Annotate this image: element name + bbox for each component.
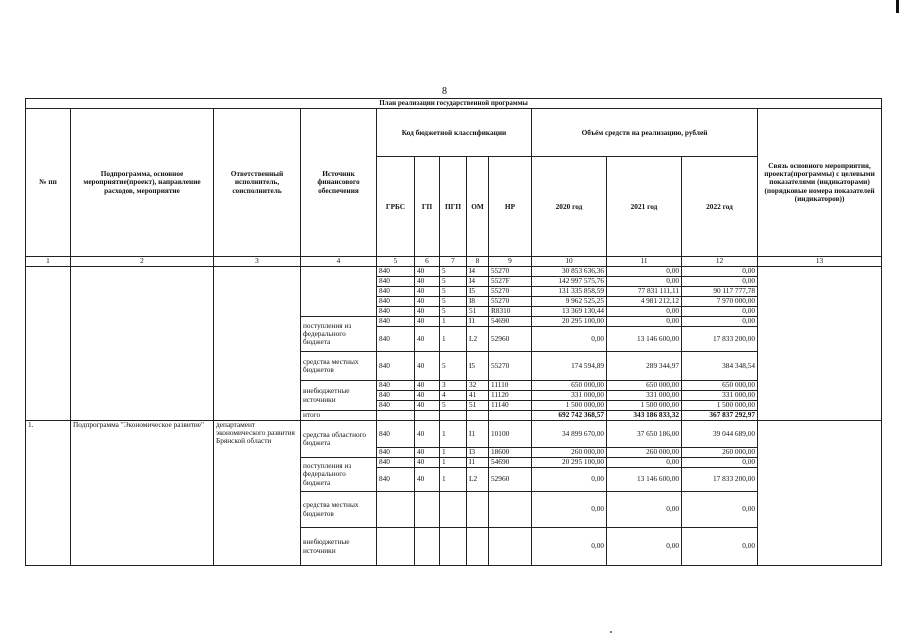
source-cell: поступления из федерального бюджета: [301, 317, 377, 352]
ir-cell: 11110: [489, 381, 532, 391]
value-2022: 260 000,00: [682, 448, 758, 458]
om-cell: I3: [467, 448, 489, 458]
link-cell: [758, 421, 882, 566]
om-cell: I1: [467, 458, 489, 468]
column-number: 11: [607, 257, 682, 267]
pgp-cell: 1: [440, 327, 467, 352]
gp-cell: 40: [415, 458, 440, 468]
om-cell: [467, 492, 489, 528]
header-executor: Ответственный исполнитель, соисполнитель: [214, 109, 301, 257]
ir-cell: 55270: [489, 352, 532, 381]
pgp-cell: 1: [440, 421, 467, 448]
pgp-cell: 1: [440, 448, 467, 458]
name-cell: [71, 267, 214, 421]
value-2020: 331 000,00: [532, 391, 607, 401]
pgp-cell: 5: [440, 401, 467, 411]
source-cell: поступления из федерального бюджета: [301, 458, 377, 492]
column-number: 4: [301, 257, 377, 267]
grbs-cell: 840: [377, 287, 415, 297]
om-cell: [467, 528, 489, 566]
pgp-cell: 5: [440, 297, 467, 307]
om-cell: L2: [467, 468, 489, 492]
ir-cell: R8310: [489, 307, 532, 317]
grbs-cell: 840: [377, 391, 415, 401]
grbs-cell: 840: [377, 267, 415, 277]
gp-cell: 40: [415, 317, 440, 327]
value-2020: 0,00: [532, 468, 607, 492]
scan-dot: [610, 631, 612, 633]
header-grbs: ГРБС: [377, 157, 415, 257]
value-2022: 0,00: [682, 267, 758, 277]
value-2020: 20 295 100,00: [532, 317, 607, 327]
column-number-row: [26, 257, 882, 267]
column-number: 10: [532, 257, 607, 267]
page-number: 8: [442, 86, 447, 97]
gp-cell: 40: [415, 307, 440, 317]
header-om: ОМ: [467, 157, 489, 257]
value-2020: 0,00: [532, 492, 607, 528]
ir-cell: 52960: [489, 327, 532, 352]
value-2022: 7 970 000,00: [682, 297, 758, 307]
value-2022: 384 348,54: [682, 352, 758, 381]
column-number: 13: [758, 257, 882, 267]
header-link: Связь основного мероприятия, проекта(программы) с целевыми показателями (индикаторами) (порядковые номера показателей (индикаторов)): [758, 109, 882, 257]
gp-cell: [415, 411, 440, 421]
value-2020: 131 335 858,59: [532, 287, 607, 297]
value-2022: 90 117 777,78: [682, 287, 758, 297]
value-2020: 650 000,00: [532, 381, 607, 391]
plan-table: [25, 98, 882, 566]
ir-cell: 55270: [489, 297, 532, 307]
om-cell: I8: [467, 297, 489, 307]
grbs-cell: 840: [377, 352, 415, 381]
ir-cell: [489, 528, 532, 566]
table-row: [26, 421, 882, 448]
om-cell: I1: [467, 317, 489, 327]
gp-cell: 40: [415, 468, 440, 492]
pgp-cell: 5: [440, 287, 467, 297]
om-cell: I4: [467, 267, 489, 277]
ir-cell: 18600: [489, 448, 532, 458]
value-2021: 0,00: [607, 277, 682, 287]
om-cell: I4: [467, 277, 489, 287]
header-2020: 2020 год: [532, 157, 607, 257]
grbs-cell: 840: [377, 277, 415, 287]
value-2022: 0,00: [682, 277, 758, 287]
value-2021: 0,00: [607, 458, 682, 468]
value-2021: 0,00: [607, 492, 682, 528]
total-2022: 367 837 292,97: [682, 411, 758, 421]
header-volume: Объём средств на реализацию, рублей: [532, 109, 758, 157]
gp-cell: 40: [415, 277, 440, 287]
link-cell: [758, 267, 882, 421]
ir-cell: 11140: [489, 401, 532, 411]
value-2020: 34 899 670,00: [532, 421, 607, 448]
gp-cell: [415, 528, 440, 566]
gp-cell: 40: [415, 327, 440, 352]
value-2021: 4 981 212,12: [607, 297, 682, 307]
value-2021: 0,00: [607, 317, 682, 327]
value-2022: 650 000,00: [682, 381, 758, 391]
column-number: 1: [26, 257, 71, 267]
table-title: План реализации государственной программы: [26, 99, 882, 109]
column-number: 7: [440, 257, 467, 267]
value-2020: 9 962 525,25: [532, 297, 607, 307]
value-2020: 0,00: [532, 327, 607, 352]
value-2020: 142 997 575,76: [532, 277, 607, 287]
pgp-cell: [440, 411, 467, 421]
pgp-cell: 5: [440, 352, 467, 381]
value-2020: 13 369 130,44: [532, 307, 607, 317]
om-cell: [467, 411, 489, 421]
header-2021: 2021 год: [607, 157, 682, 257]
header-gp: ГП: [415, 157, 440, 257]
column-number: 3: [214, 257, 301, 267]
om-cell: 32: [467, 381, 489, 391]
table-row: [26, 267, 882, 277]
gp-cell: 40: [415, 391, 440, 401]
value-2022: 1 500 000,00: [682, 401, 758, 411]
column-number: 6: [415, 257, 440, 267]
column-number: 5: [377, 257, 415, 267]
value-2022: 0,00: [682, 458, 758, 468]
header-ir: НР: [489, 157, 532, 257]
source-cell: внебюджетные источники: [301, 381, 377, 411]
column-number: 9: [489, 257, 532, 267]
grbs-cell: 840: [377, 448, 415, 458]
value-2020: 20 295 100,00: [532, 458, 607, 468]
num-cell: [26, 267, 71, 421]
source-cell: внебюджетные источники: [301, 528, 377, 566]
gp-cell: 40: [415, 421, 440, 448]
gp-cell: 40: [415, 352, 440, 381]
value-2020: 174 594,89: [532, 352, 607, 381]
grbs-cell: 840: [377, 458, 415, 468]
subprogram-name: Подпрограмма "Экономическое развитие": [71, 421, 214, 566]
pgp-cell: [440, 528, 467, 566]
gp-cell: 40: [415, 287, 440, 297]
column-number: 8: [467, 257, 489, 267]
value-2020: 1 500 000,00: [532, 401, 607, 411]
grbs-cell: 840: [377, 421, 415, 448]
pgp-cell: 4: [440, 391, 467, 401]
header-name: Подпрограмма, основное мероприятие(проект), направление расходов, мероприятие: [71, 109, 214, 257]
grbs-cell: 840: [377, 468, 415, 492]
gp-cell: [415, 492, 440, 528]
pgp-cell: 3: [440, 381, 467, 391]
header-pgp: ПГП: [440, 157, 467, 257]
ir-cell: 52960: [489, 468, 532, 492]
source-cell: средства местных бюджетов: [301, 492, 377, 528]
om-cell: 51: [467, 401, 489, 411]
header-source: Источник финансового обеспечения: [301, 109, 377, 257]
om-cell: I5: [467, 287, 489, 297]
column-number: 2: [71, 257, 214, 267]
value-2022: 0,00: [682, 307, 758, 317]
om-cell: 51: [467, 307, 489, 317]
subprogram-num: 1.: [26, 421, 71, 566]
pgp-cell: 5: [440, 277, 467, 287]
grbs-cell: [377, 411, 415, 421]
gp-cell: 40: [415, 401, 440, 411]
pgp-cell: 1: [440, 468, 467, 492]
ir-cell: 54690: [489, 458, 532, 468]
value-2021: 0,00: [607, 528, 682, 566]
value-2021: 289 344,97: [607, 352, 682, 381]
scan-edge-mark: [896, 0, 899, 13]
om-cell: 41: [467, 391, 489, 401]
grbs-cell: [377, 492, 415, 528]
header-2022: 2022 год: [682, 157, 758, 257]
ir-cell: 55270: [489, 287, 532, 297]
value-2020: 0,00: [532, 528, 607, 566]
value-2021: 13 146 600,00: [607, 468, 682, 492]
value-2021: 13 146 600,00: [607, 327, 682, 352]
executor-cell: [214, 267, 301, 421]
subprogram-executor: департамент экономического развития Брянской области: [214, 421, 301, 566]
gp-cell: 40: [415, 448, 440, 458]
grbs-cell: 840: [377, 297, 415, 307]
pgp-cell: [440, 492, 467, 528]
pgp-cell: 5: [440, 267, 467, 277]
ir-cell: [489, 492, 532, 528]
value-2021: 77 831 111,11: [607, 287, 682, 297]
ir-cell: 54690: [489, 317, 532, 327]
value-2022: 0,00: [682, 317, 758, 327]
ir-cell: [489, 411, 532, 421]
value-2020: 30 853 636,36: [532, 267, 607, 277]
om-cell: L2: [467, 327, 489, 352]
value-2021: 260 000,00: [607, 448, 682, 458]
gp-cell: 40: [415, 297, 440, 307]
source-cell: средства местных бюджетов: [301, 352, 377, 381]
source-cell: [301, 267, 377, 317]
source-cell: средства областного бюджета: [301, 421, 377, 458]
value-2021: 331 000,00: [607, 391, 682, 401]
value-2021: 1 500 000,00: [607, 401, 682, 411]
grbs-cell: 840: [377, 317, 415, 327]
column-number: 12: [682, 257, 758, 267]
value-2022: 0,00: [682, 528, 758, 566]
ir-cell: 5527F: [489, 277, 532, 287]
value-2021: 0,00: [607, 307, 682, 317]
om-cell: I1: [467, 421, 489, 448]
ir-cell: 55270: [489, 267, 532, 277]
pgp-cell: 1: [440, 317, 467, 327]
total-label: итого: [301, 411, 377, 421]
total-2020: 692 742 368,57: [532, 411, 607, 421]
value-2022: 331 000,00: [682, 391, 758, 401]
total-2021: 343 186 833,32: [607, 411, 682, 421]
grbs-cell: [377, 528, 415, 566]
header-budget-code: Код бюджетной классификации: [377, 109, 532, 157]
value-2021: 37 650 186,00: [607, 421, 682, 448]
grbs-cell: 840: [377, 327, 415, 352]
grbs-cell: 840: [377, 401, 415, 411]
pgp-cell: 5: [440, 307, 467, 317]
ir-cell: 10100: [489, 421, 532, 448]
value-2022: 39 044 689,00: [682, 421, 758, 448]
value-2020: 260 000,00: [532, 448, 607, 458]
gp-cell: 40: [415, 267, 440, 277]
value-2022: 0,00: [682, 492, 758, 528]
value-2022: 17 833 200,00: [682, 327, 758, 352]
om-cell: I5: [467, 352, 489, 381]
value-2021: 0,00: [607, 267, 682, 277]
grbs-cell: 840: [377, 381, 415, 391]
header-num: № пп: [26, 109, 71, 257]
value-2021: 650 000,00: [607, 381, 682, 391]
ir-cell: 11120: [489, 391, 532, 401]
grbs-cell: 840: [377, 307, 415, 317]
pgp-cell: 1: [440, 458, 467, 468]
value-2022: 17 833 200,00: [682, 468, 758, 492]
gp-cell: 40: [415, 381, 440, 391]
